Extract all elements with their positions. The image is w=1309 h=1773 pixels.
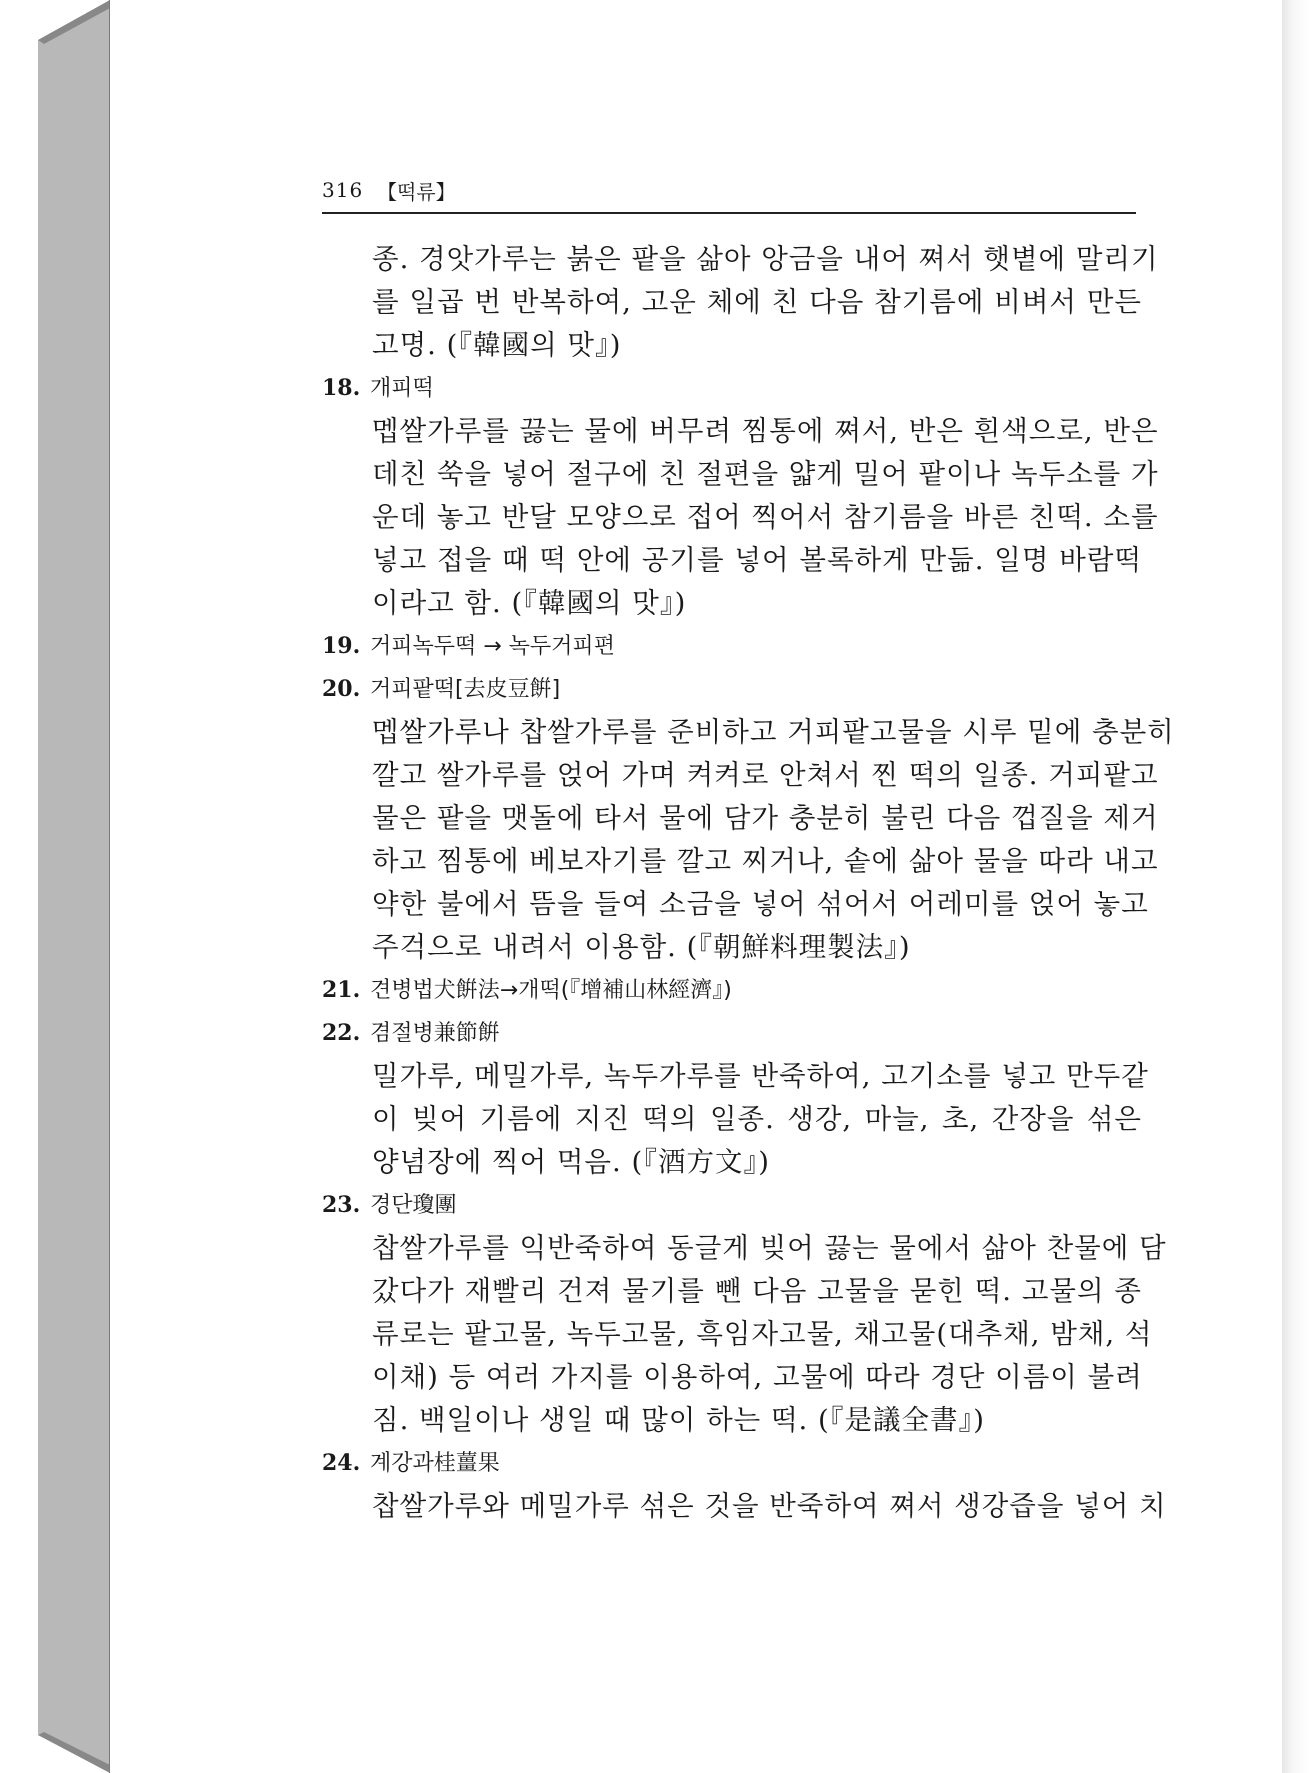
entry-title: 경단瓊團 [370,1193,457,1218]
text-line: 이 빚어 기름에 지진 떡의 일종. 생강, 마늘, 초, 간장을 섞은 [372,1103,1142,1135]
text-line: 약한 불에서 뜸을 들여 소금을 넣어 섞어서 어레미를 얹어 놓고 [372,888,1149,920]
dictionary-entry [322,625,1142,668]
entry-number: 21. [322,977,361,1003]
text-line: 이채) 등 여러 가지를 이용하여, 고물에 따라 경단 이름이 불려 [372,1361,1143,1393]
entry-number: 18. [322,375,361,401]
text-line: 이라고 함. (『韓國의 맛』) [372,587,687,619]
entry-number: 22. [322,1020,361,1046]
text-line: 찹쌀가루와 메밀가루 섞은 것을 반죽하여 쪄서 생강즙을 넣어 치 [372,1490,1167,1522]
text-line: 운데 놓고 반달 모양으로 접어 찍어서 참기름을 바른 친떡. 소를 [372,501,1159,533]
entry-number: 20. [322,676,361,702]
text-line: 종. 경앗가루는 붉은 팥을 삶아 앙금을 내어 쪄서 햇볕에 말리기 [372,243,1159,275]
text-line: 주걱으로 내려서 이용함. (『朝鮮料理製法』) [372,931,911,963]
entry-title: 계강과桂薑果 [370,1451,500,1476]
entry-heading [322,625,1142,668]
dictionary-entry [322,969,1142,1012]
text-line: 갔다가 재빨리 건져 물기를 뺀 다음 고물을 묻힌 떡. 고물의 종 [372,1275,1142,1307]
text-line: 멥쌀가루를 끓는 물에 버무려 찜통에 쪄서, 반은 흰색으로, 반은 [372,415,1159,447]
entry-heading [322,1012,1142,1055]
text-line: 양념장에 찍어 먹음. (『酒方文』) [372,1146,770,1178]
entry-body [322,410,1159,625]
page-content [322,238,1175,1528]
entry-body [322,1227,1167,1442]
entry-title: 개피떡 [370,376,434,401]
entry-title: 견병법犬餠法→개떡(『增補山林經濟』) [370,978,732,1003]
page-number: 316 [322,178,364,202]
dictionary-entry [322,668,1175,969]
entry-number: 23. [322,1192,361,1218]
entry-list [322,367,1175,1528]
dictionary-entry [322,367,1159,625]
entry-title: 거피팥떡[去皮豆餠] [370,677,561,702]
page-shadow [1282,0,1309,1773]
entry-title: 겸절병兼節餠 [370,1021,500,1046]
text-line: 물은 팥을 맷돌에 타서 물에 담가 충분히 불린 다음 껍질을 제거 [372,802,1159,834]
text-line: 깔고 쌀가루를 얹어 가며 켜켜로 안쳐서 찐 떡의 일종. 거피팥고 [372,759,1159,791]
entry-heading [322,367,1142,410]
section-title: 【떡류】 [377,180,456,204]
text-line: 하고 찜통에 베보자기를 깔고 찌거나, 솥에 삶아 물을 따라 내고 [372,845,1159,877]
entry-title: 거피녹두떡 → 녹두거피편 [370,634,615,659]
text-line: 멥쌀가루나 찹쌀가루를 준비하고 거피팥고물을 시루 밑에 충분히 [372,716,1175,748]
entry-number: 19. [322,633,361,659]
entry-body [322,1485,1167,1528]
text-line: 넣고 접을 때 떡 안에 공기를 넣어 볼록하게 만듦. 일명 바람떡 [372,544,1142,576]
text-line: 밀가루, 메밀가루, 녹두가루를 반죽하여, 고기소를 넣고 만두같 [372,1060,1149,1092]
dictionary-entry [322,1184,1167,1442]
text-line: 데친 쑥을 넣어 절구에 친 절편을 얇게 밀어 팥이나 녹두소를 가 [372,458,1159,490]
text-line: 짐. 백일이나 생일 때 많이 하는 떡. (『是議全書』) [372,1404,985,1436]
dictionary-entry [322,1442,1167,1528]
entry-heading [322,668,1142,711]
entry-heading [322,1442,1142,1485]
text-line: 고명. (『韓國의 맛』) [372,329,622,361]
entry-body [322,711,1175,969]
running-header [322,172,1136,214]
text-line: 류로는 팥고물, 녹두고물, 흑임자고물, 채고물(대추채, 밤채, 석 [372,1318,1153,1350]
entry-body [322,1055,1149,1184]
entry-heading [322,969,1142,1012]
dictionary-entry [322,1012,1149,1184]
entry-heading [322,1184,1142,1227]
text-line: 찹쌀가루를 익반죽하여 동글게 빚어 끓는 물에서 삶아 찬물에 담 [372,1232,1167,1264]
text-line: 를 일곱 번 반복하여, 고운 체에 친 다음 참기름에 비벼서 만든 [372,286,1142,318]
intro-paragraph [322,238,1159,367]
entry-number: 24. [322,1450,361,1476]
